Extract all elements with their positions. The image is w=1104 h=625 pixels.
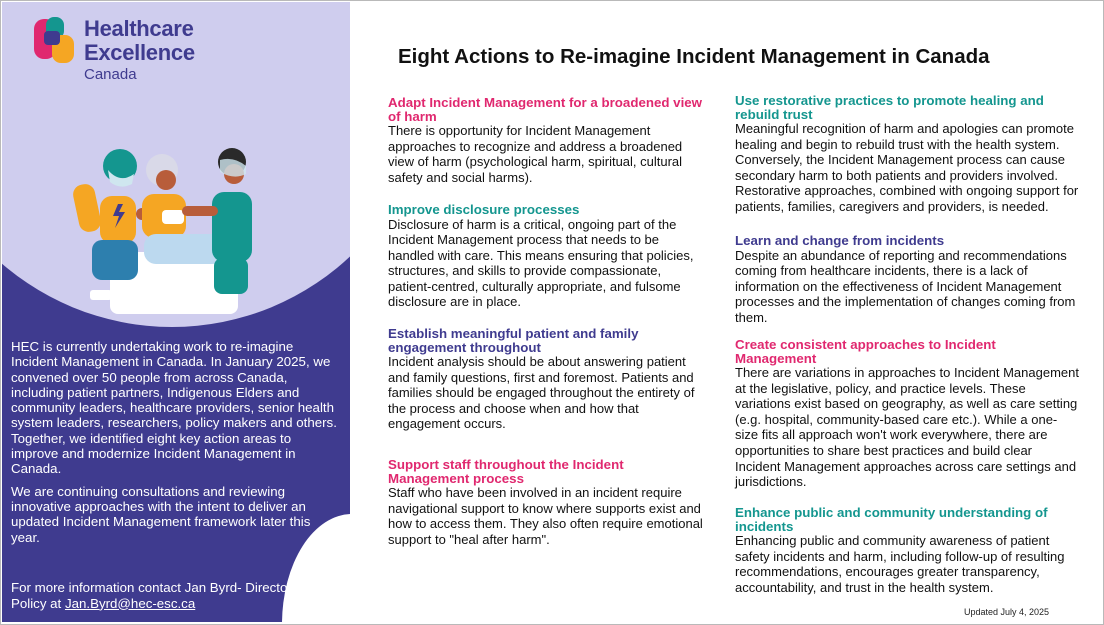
section-heading: Create consistent approaches to Incident Management [735, 337, 996, 366]
section-body: Despite an abundance of reporting and recommendations coming from healthcare incidents, there is a lack of information on the effectiveness of Incident Management processes and the implementation of changes coming from them. [735, 247, 1076, 325]
section-body: Incident analysis should be about answering patient and family questions, first and foremost. Patients and families should be engaged throughout the entirety of the process and choose when and how that engagement occurs. [388, 354, 695, 432]
hec-logo-icon [34, 17, 78, 63]
intro-paragraph: HEC is currently undertaking work to re-imagine Incident Management in Canada. In January 2025, we convened over 50 people from across Canada, including patient partners, Indigenous Elders and community leaders, healthcare providers, senior health system leaders, researchers, policy makers and others. Together, we identified eight key action areas to improve and modernize Incident Management in Canada. [11, 339, 337, 477]
sidebar [2, 2, 350, 622]
intro-text [11, 339, 341, 552]
section-body: Staff who have been involved in an incident require navigational support to know where supports exist and how to access them. They also often require emotional support to "heal after harm". [388, 485, 703, 547]
section-consistent [735, 338, 1080, 490]
section-body: There is opportunity for Incident Management approaches to recognize and address a broadened view of harm (psychological harm, spiritual, cultural safety and social harms). [388, 123, 683, 185]
section-support-staff [388, 458, 706, 547]
section-engagement [388, 327, 700, 432]
contact-info [11, 580, 341, 611]
section-body: There are variations in approaches to Incident Management at the legislative, policy, and practice levels. These variations exist based on geography, as well as care setting (e.g. hospital, community-based care etc.). While a one-size fits all approach won't work everywhere, there are opportunities to share best practices and build clear Incident Management approaches across care settings and jurisdictions. [735, 365, 1079, 490]
section-restorative [735, 94, 1085, 215]
contact-text: For more information contact Jan Byrd- Director, Health Policy at [11, 580, 337, 611]
section-body: Disclosure of harm is a critical, ongoing part of the Incident Management process that needs to be handled with care. This means ensuring that policies, structures, and skills to provide compassionate, patient-centred, culturally appropriate, and fulsome disclosure are in place. [388, 216, 694, 310]
section-heading: Support staff throughout the Incident Management process [388, 457, 624, 486]
section-heading: Improve disclosure processes [388, 202, 580, 217]
logo-wordmark [84, 17, 195, 85]
section-learn [735, 234, 1085, 325]
section-heading: Establish meaningful patient and family engagement throughout [388, 326, 639, 355]
care-illustration [62, 140, 282, 320]
section-disclosure [388, 203, 706, 310]
section-public [735, 506, 1075, 595]
section-heading: Use restorative practices to promote healing and rebuild trust [735, 93, 1044, 122]
section-heading: Adapt Incident Management for a broadened view of harm [388, 95, 703, 124]
section-adapt [388, 96, 708, 185]
section-body: Enhancing public and community awareness of patient safety incidents and harm, including follow-up of resulting recommendations, encourages greater transparency, accountability, and trust in the health system. [735, 533, 1065, 595]
logo-line-3: Canada [84, 66, 137, 83]
contact-email-link[interactable]: Jan.Byrd@hec-esc.ca [64, 595, 196, 611]
continuing-paragraph: We are continuing consultations and reviewing innovative approaches with the intent to deliver an updated Incident Management framework later this year. [11, 483, 311, 545]
page-title: Eight Actions to Re-imagine Incident Management in Canada [398, 45, 990, 68]
section-heading: Learn and change from incidents [735, 233, 945, 248]
logo-line-2: Excellence [84, 40, 195, 65]
logo-line-1: Healthcare [84, 16, 194, 41]
updated-date: Updated July 4, 2025 [964, 607, 1050, 617]
section-heading: Enhance public and community understanding of incidents [735, 505, 1048, 534]
section-body: Meaningful recognition of harm and apologies can promote healing and begin to rebuild trust with the health system. Conversely, the Incident Management process can cause secondary harm to both patients and providers involved. Restorative approaches, combined with ongoing support for patients, families, caregivers and providers, is needed. [735, 121, 1079, 214]
